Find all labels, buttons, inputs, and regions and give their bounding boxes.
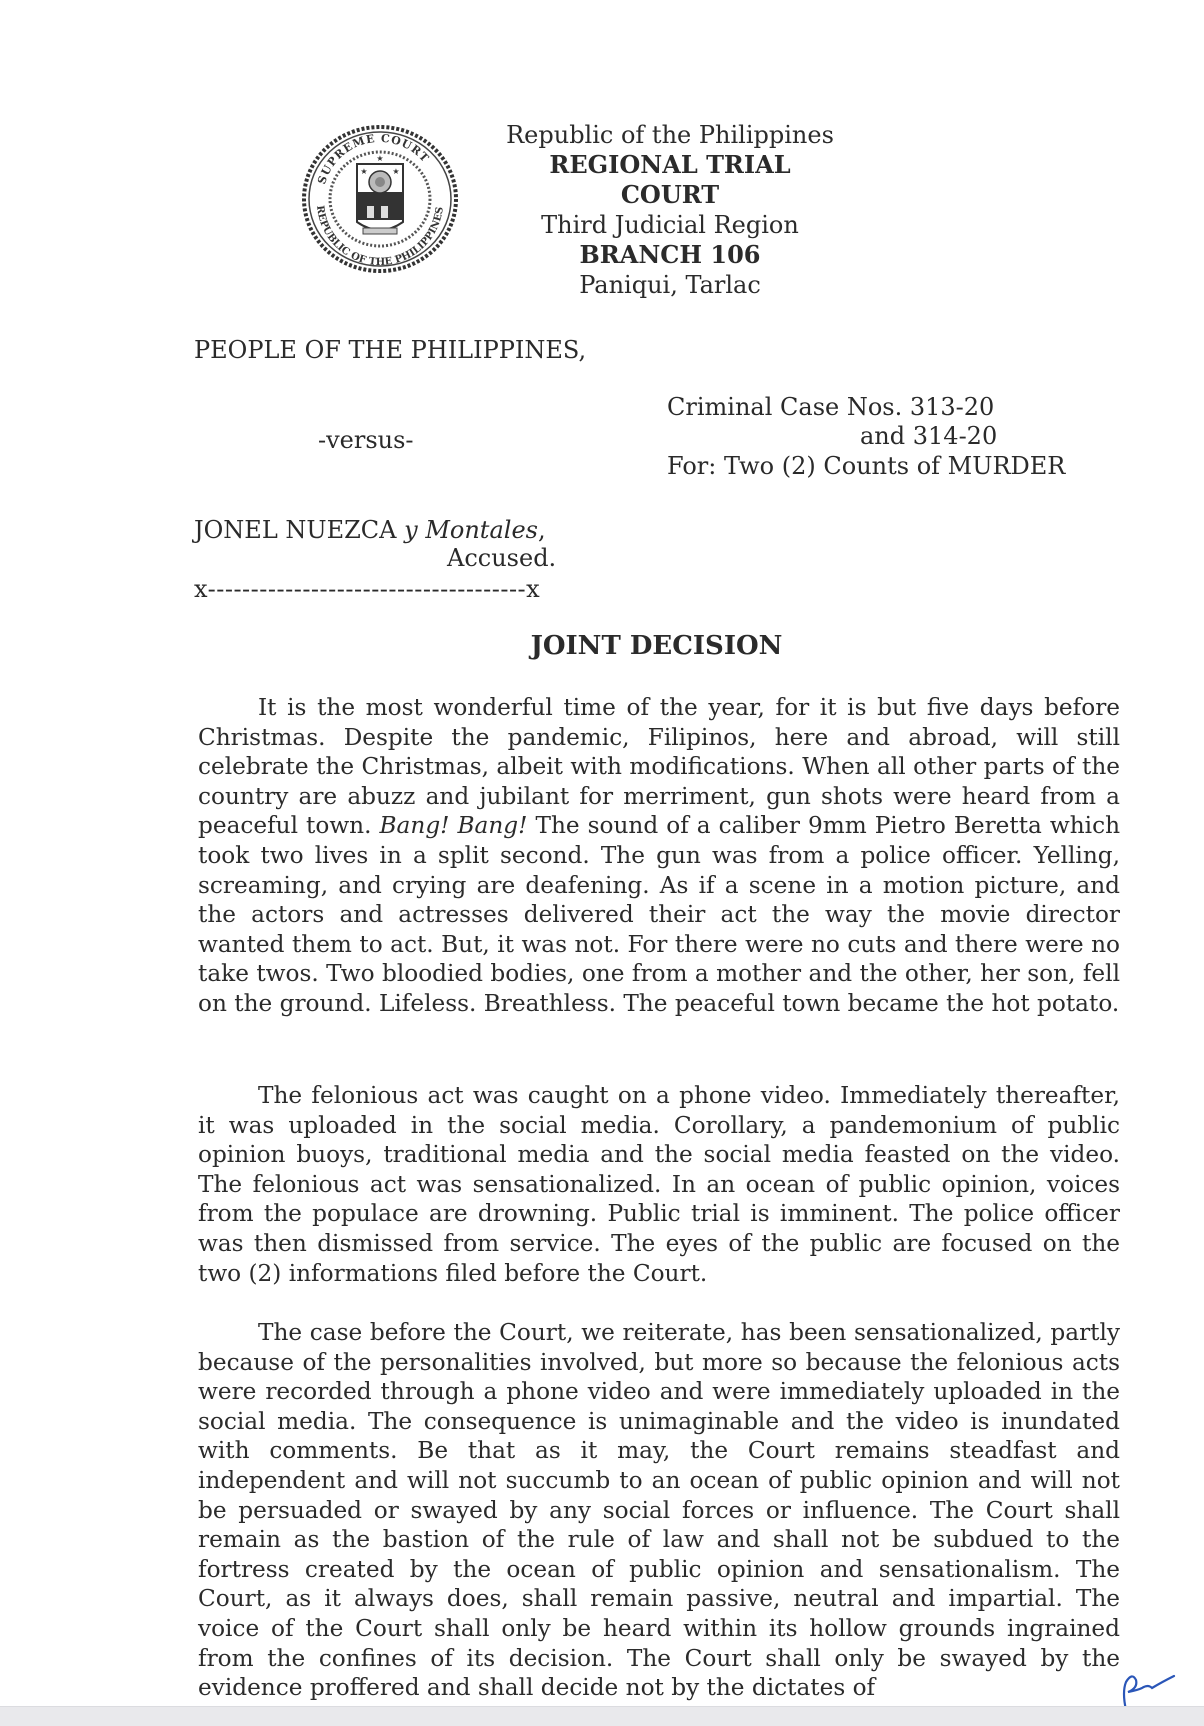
header-branch: BRANCH 106: [579, 240, 761, 269]
paragraph-1-part-b: The sound of a caliber 9mm Pietro Beretta which took two lives in a split second. The gun was from a police officer. Yelling, screaming, and crying are deafening. As if a scene in a motion picture, and the actors and actresses delivered their act the way the movie director wanted them to act. But, it was not. For there were no cuts and there were no take twos. Two bloodied bodies, one from a mother and the other, her son, fell on the ground. Lifeless. Breathless. The peaceful town became the hot potato.: [198, 812, 1121, 1017]
paragraph-2: The felonious act was caught on a phone video. Immediately thereafter, it was uploaded in the social media. Corollary, a pandemonium of public opinion buoys, traditional media and the social media feasted on the video. The felonious act was sensationalized. In an ocean of public opinion, voices from the populace are drowning. Public trial is imminent. The police officer was then dismissed from service. The eyes of the public are focused on the two (2) informations filed before the Court.: [198, 1082, 1120, 1287]
signature-initial-icon: [1112, 1670, 1192, 1710]
viewer-bottom-bar: [0, 1706, 1204, 1726]
svg-text:★: ★: [376, 154, 384, 163]
document-title: JOINT DECISION: [530, 631, 783, 661]
header-republic: Republic of the Philippines: [506, 121, 834, 149]
caption-divider: x-------------------------------------x: [194, 575, 541, 603]
paragraph-3: The case before the Court, we reiterate, has been sensationalized, partly because of the personalities involved, but more so because the felonious acts were recorded through a phone video and were immediately uploaded in the social media. The consequence is unimaginable and the video is inundated with comments. Be that as it may, the Court remains steadfast and independent and will not succumb to an ocean of public opinion and will not be persuaded or swayed by any social forces or influence. The Court shall remain as the bastion of the rule of law and shall not be subdued to the fortress created by the ocean of public opinion and sensationalism. The Court, as it always does, shall remain passive, neutral and impartial. The voice of the Court shall only be heard within its hollow grounds ingrained from the confines of its decision. The Court shall only be swayed by the evidence proffered and shall decide not by the dictates of: [198, 1319, 1120, 1702]
header-location: Paniqui, Tarlac: [579, 271, 761, 299]
header-court: REGIONAL TRIAL COURT: [549, 150, 791, 209]
accused-name: [194, 515, 546, 545]
accused-label: Accused.: [447, 544, 557, 572]
versus-label: -versus-: [318, 426, 414, 454]
svg-text:REPUBLIC OF THE PHILIPPINES: REPUBLIC OF THE PHILIPPINES: [314, 204, 446, 269]
svg-text:★: ★: [392, 167, 400, 176]
svg-text:SUPREME COURT: SUPREME COURT: [315, 131, 432, 186]
accused-middle-name: y Montales: [404, 516, 538, 544]
accused-surname: JONEL NUEZCA: [194, 516, 397, 544]
paragraph-1-italic: Bang! Bang!: [379, 812, 528, 840]
case-number-line2: and 314-20: [860, 422, 998, 450]
case-charge: For: Two (2) Counts of MURDER: [667, 452, 1066, 480]
header-region: Third Judicial Region: [541, 211, 799, 239]
plaintiff-name: PEOPLE OF THE PHILIPPINES,: [194, 336, 587, 364]
paragraph-1-part-a: It is the most wonderful time of the year, for it is but five days before Christmas. Despite the pandemic, Filipinos, here and abroad, will still celebrate the Christmas, albeit with modifications. When all other parts of the country are abuzz and jubilant for merriment, gun shots were heard from a peaceful town.: [198, 694, 1120, 840]
case-number-line1: Criminal Case Nos. 313-20: [667, 393, 995, 421]
supreme-court-seal-icon: [301, 124, 459, 274]
court-header: [500, 120, 840, 300]
paragraph-1: [198, 693, 1120, 1019]
svg-text:★: ★: [360, 167, 368, 176]
accused-comma: ,: [537, 516, 546, 544]
